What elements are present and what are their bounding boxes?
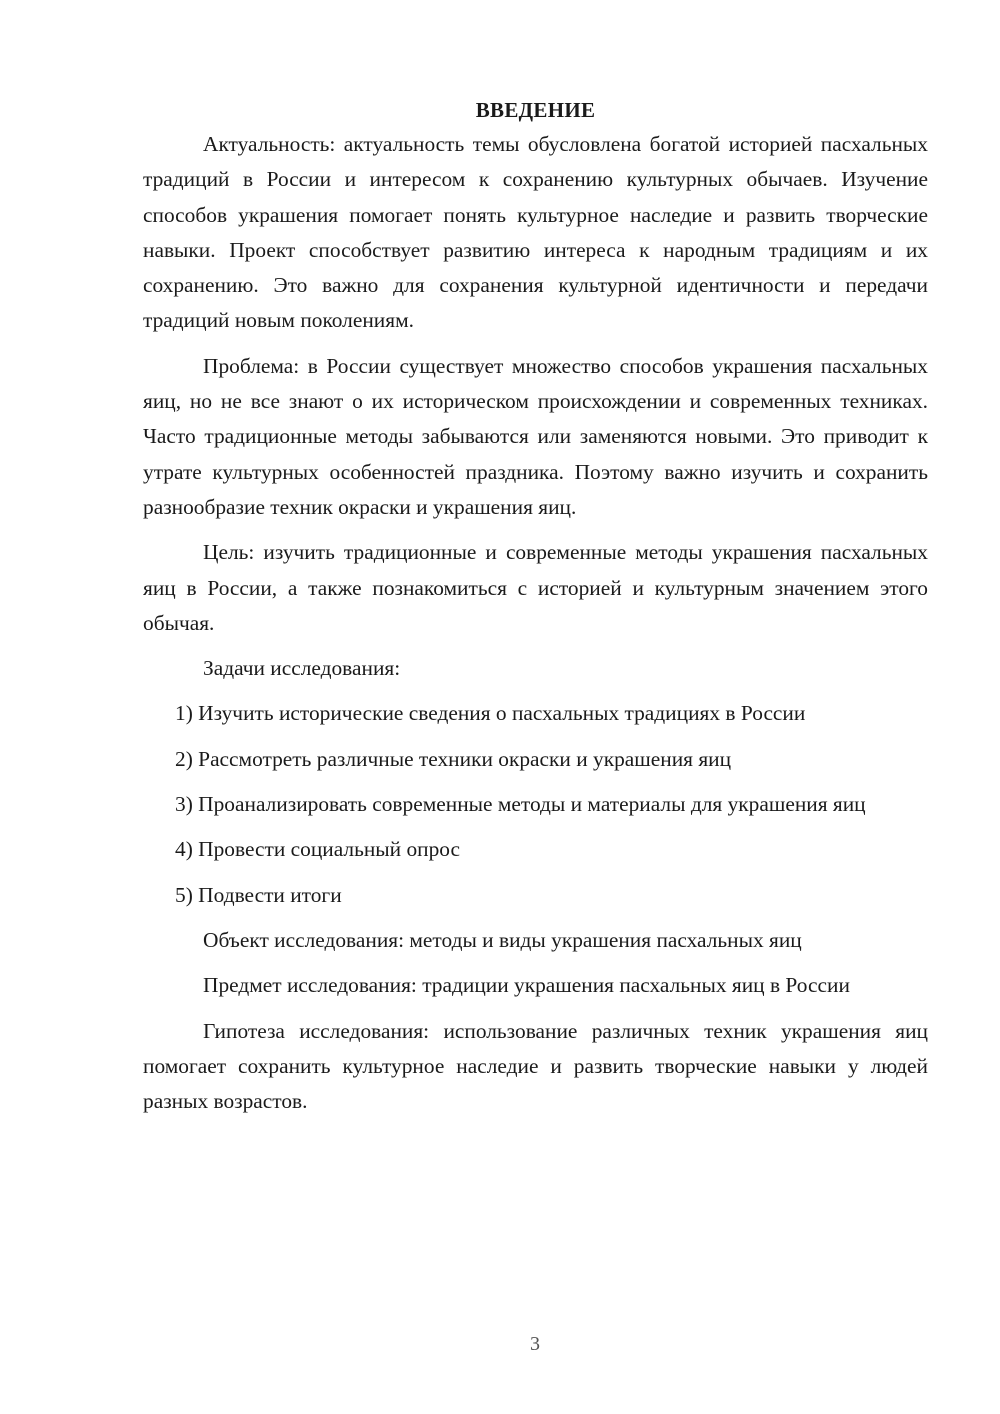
section-title: ВВЕДЕНИЕ xyxy=(475,98,596,122)
tasks-heading: Задачи исследования: xyxy=(203,656,401,681)
goal-paragraph: Цель: изучить традиционные и современные методы украшения пасхальных яиц в России, а также познакомиться с историей и культурным значением этого обычая. xyxy=(143,540,928,635)
document-page xyxy=(143,95,928,1129)
subject-paragraph: Предмет исследования: традиции украшения пасхальных яиц в России xyxy=(203,973,850,998)
problem-paragraph: Проблема: в России существует множество способов украшения пасхальных яиц, но не все знают о их историческом происхождении и современных техниках. Часто традиционные методы забываются или заменяются новыми. Это приводит к утрате культурных особенностей праздника. Поэтому важно изучить и сохранить разнообразие техник окраски и украшения яиц. xyxy=(143,353,928,519)
hypothesis-paragraph: Гипотеза исследования: использование различных техник украшения яиц помогает сохранить культурное наследие и развить творческие навыки у людей разных возрастов. xyxy=(143,1018,928,1114)
task-item-2: 2) Рассмотреть различные техники окраски и украшения яиц xyxy=(175,746,732,771)
object-paragraph: Объект исследования: методы и виды украшения пасхальных яиц xyxy=(203,927,802,952)
task-item-3: 3) Проанализировать современные методы и материалы для украшения яиц xyxy=(175,792,866,817)
task-item-5: 5) Подвести итоги xyxy=(175,882,342,907)
task-item-4: 4) Провести социальный опрос xyxy=(175,837,461,862)
task-item-1: 1) Изучить исторические сведения о пасхальных традициях в России xyxy=(175,701,806,726)
page-number: 3 xyxy=(530,1333,540,1355)
relevance-paragraph: Актуальность: актуальность темы обусловлена богатой историей пасхальных традиций в России и интересом к сохранению культурных обычаев. Изучение способов украшения помогает понять культурное наследие и развить творческие навыки. Проект способствует развитию интереса к народным традициям и их сохранению. Это важно для сохранения культурной идентичности и передачи традиций новым поколениям. xyxy=(143,132,928,333)
